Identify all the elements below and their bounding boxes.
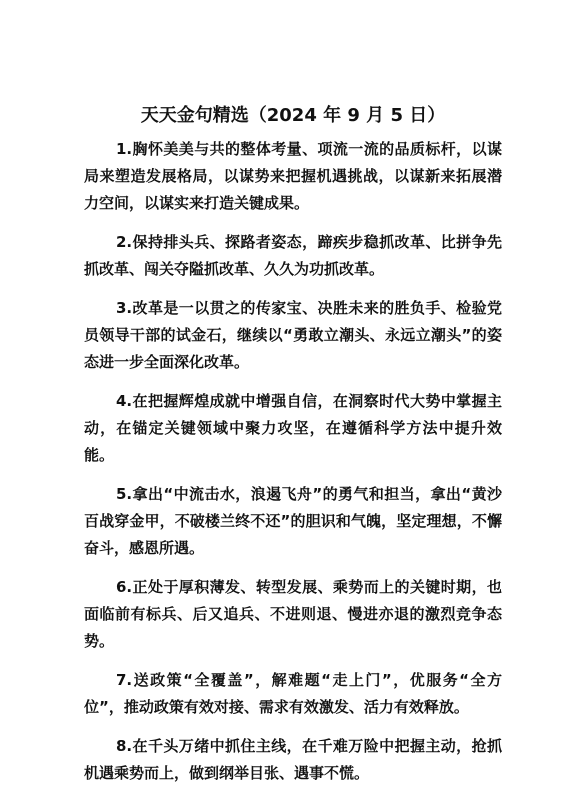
- quote-paragraph-6: 6.正处于厚积薄发、转型发展、乘势而上的关键时期，也面临前有标兵、后又追兵、不进则退、慢进亦退的激烈竞争态势。: [84, 578, 502, 650]
- quote-paragraph-5: 5.拿出“中流击水，浪遏飞舟”的勇气和担当，拿出“黄沙百战穿金甲，不破楼兰终不还”的胆识和气魄，坚定理想，不懈奋斗，感恩所遇。: [84, 485, 502, 557]
- quote-paragraph-7: 7.送政策“全覆盖”，解难题“走上门”，优服务“全方位”，推动政策有效对接、需求有效激发、活力有效释放。: [84, 671, 502, 716]
- quote-paragraph-4: 4.在把握辉煌成就中增强自信，在洞察时代大势中掌握主动，在锚定关键领域中聚力攻坚，在遵循科学方法中提升效能。: [84, 392, 502, 464]
- document-title: 天天金句精选（2024 年 9 月 5 日）: [140, 105, 446, 126]
- quote-paragraph-1: 1.胸怀美美与共的整体考量、项流一流的品质标杆，以谋局来塑造发展格局，以谋势来把握机遇挑战，以谋新来拓展潜力空间，以谋实来打造关键成果。: [84, 140, 502, 212]
- document-body: [84, 136, 502, 799]
- quote-paragraph-2: 2.保持排头兵、探路者姿态，蹄疾步稳抓改革、比拼争先抓改革、闯关夺隘抓改革、久久为功抓改革。: [84, 233, 502, 278]
- quote-paragraph-3: 3.改革是一以贯之的传家宝、决胜未来的胜负手、检验党员领导干部的试金石，继续以“勇敢立潮头、永远立潮头”的姿态进一步全面深化改革。: [84, 299, 502, 371]
- quote-paragraph-8: 8.在千头万绪中抓住主线，在千难万险中把握主动，抢抓机遇乘势而上，做到纲举目张、遇事不慌。: [84, 737, 502, 782]
